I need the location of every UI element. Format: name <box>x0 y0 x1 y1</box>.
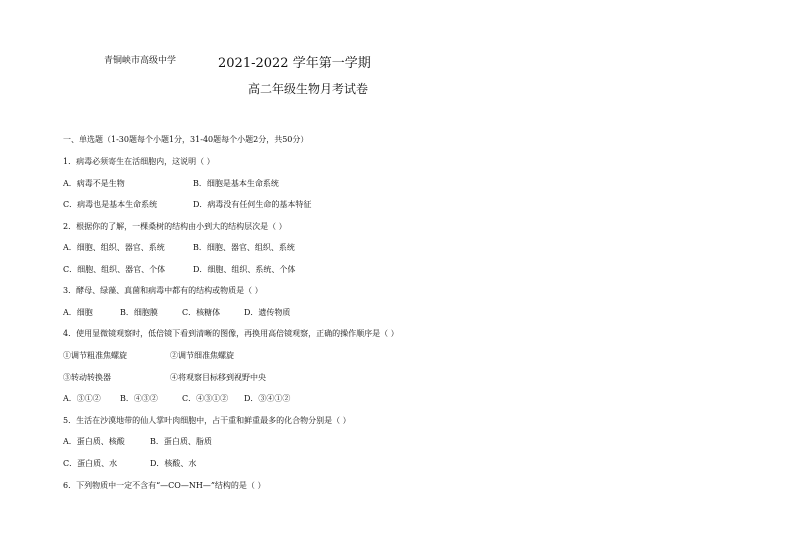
question-2-option-c: C．细胞、组织、器官、个体 <box>63 265 166 274</box>
question-3-option-d: D．遗传物质 <box>244 308 291 317</box>
question-4-option-d: D．③④①② <box>244 394 291 403</box>
exam-title: 高二年级生物月考试卷 <box>248 82 369 96</box>
question-2-option-d: D．细胞、组织、系统、个体 <box>193 265 296 274</box>
question-3-stem: 3．酵母、绿藻、真菌和病毒中都有的结构或物质是（ ） <box>63 286 263 295</box>
question-6-stem: 6．下列物质中一定不含有“—CO—NH—”结构的是（ ） <box>63 481 266 490</box>
exam-term: 2021-2022 学年第一学期 <box>218 56 371 71</box>
question-1-option-b: B．细胞是基本生命系统 <box>193 179 279 188</box>
section-heading: 一、单选题（1-30题每个小题1分，31-40题每个小题2分，共50分） <box>63 135 309 144</box>
question-1-option-a: A．病毒不是生物 <box>63 179 125 188</box>
question-1-option-d: D．病毒没有任何生命的基本特征 <box>193 200 312 209</box>
school-name: 青铜峡市高级中学 <box>104 56 177 66</box>
question-2-option-a: A．细胞、组织、器官、系统 <box>63 243 165 252</box>
question-5-option-c: C．蛋白质、水 <box>63 459 118 468</box>
question-4-step-4: ④将观察目标移到视野中央 <box>170 373 266 382</box>
question-4-step-3: ③转动转换器 <box>63 373 111 382</box>
question-3-option-a: A．细胞 <box>63 308 93 317</box>
question-4-option-a: A．③①② <box>63 394 101 403</box>
question-5-stem: 5．生活在沙漠地带的仙人掌叶肉细胞中，占干重和鲜重最多的化合物分别是（ ） <box>63 416 351 425</box>
question-4-step-2: ②调节细准焦螺旋 <box>170 351 234 360</box>
question-2-option-b: B．细胞、器官、组织、系统 <box>193 243 295 252</box>
question-3-option-c: C．核糖体 <box>182 308 221 317</box>
question-1-option-c: C．病毒也是基本生命系统 <box>63 200 158 209</box>
question-1-stem: 1．病毒必须寄生在活细胞内，这说明（ ） <box>63 157 215 166</box>
question-5-option-b: B．蛋白质、脂质 <box>150 437 212 446</box>
question-4-option-c: C．④③①② <box>182 394 229 403</box>
question-3-option-b: B．细胞膜 <box>120 308 158 317</box>
question-5-option-d: D．核酸、水 <box>150 459 197 468</box>
question-2-stem: 2．根据你的了解，一棵桑树的结构由小到大的结构层次是（ ） <box>63 222 287 231</box>
question-4-option-b: B．④③② <box>120 394 158 403</box>
question-4-step-1: ①调节粗准焦螺旋 <box>63 351 127 360</box>
question-4-stem: 4．使用显微镜观察时，低倍镜下看到清晰的图像，再换用高倍镜观察，正确的操作顺序是（ ） <box>63 329 399 338</box>
question-5-option-a: A．蛋白质、核酸 <box>63 437 125 446</box>
